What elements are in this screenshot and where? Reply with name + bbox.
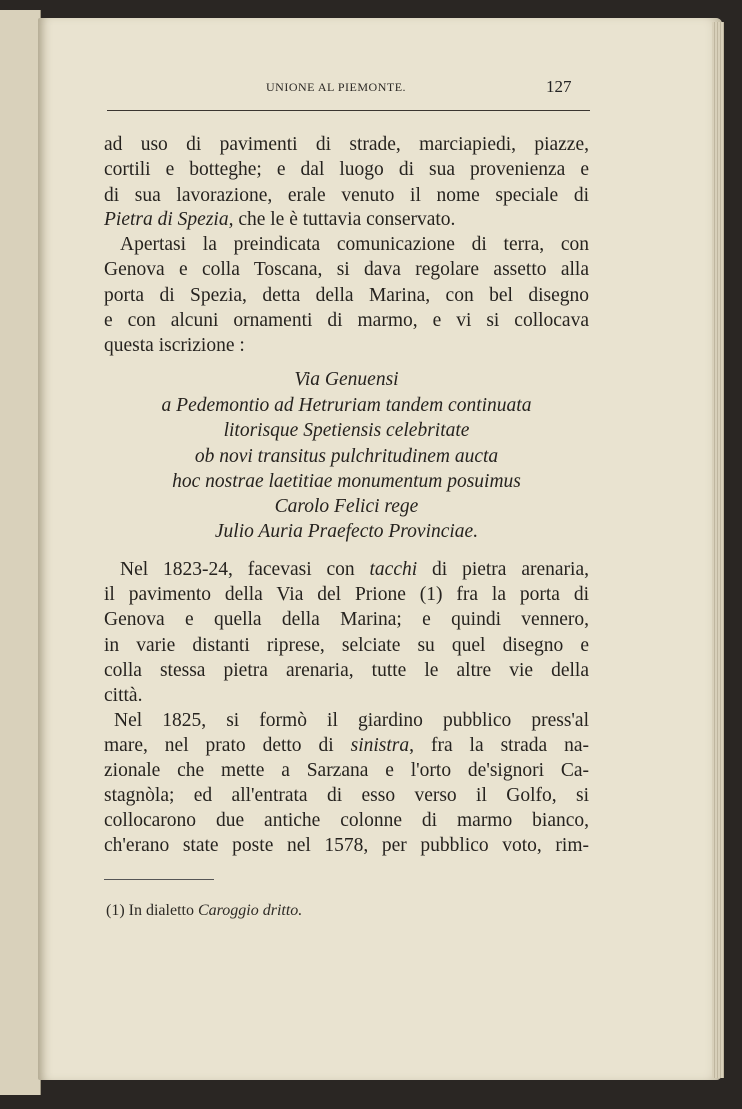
inscription-line: Via Genuensi <box>294 369 399 390</box>
footnote-rule <box>104 879 214 880</box>
text-line: Nel 1825, si formò il giardino pubblico press'al <box>114 710 589 731</box>
text-line: Apertasi la preindicata comunicazione di terra, con <box>120 234 589 255</box>
italic-term: sinistra <box>350 735 410 756</box>
text-line: porta di Spezia, detta della Marina, con bel disegno <box>104 285 589 306</box>
inscription-line: Julio Auria Praefecto Provinciae. <box>214 521 479 542</box>
inscription-line: litorisque Spetiensis celebritate <box>223 420 470 441</box>
text-line: e con alcuni ornamenti di marmo, e vi si collocava <box>104 310 589 331</box>
text-line <box>120 558 589 582</box>
text-span: mare, nel prato detto di <box>104 735 351 756</box>
inscription-line: ob novi transitus pulchritudinem aucta <box>194 446 499 467</box>
inscription-line: a Pedemontio ad Hetruriam tandem continuata <box>161 395 532 416</box>
text-line: cortili e botteghe; e dal luogo di sua provenienza e <box>104 159 589 180</box>
text-line: Genova e colla Toscana, si dava regolare assetto alla <box>104 259 589 280</box>
running-title: UNIONE AL PIEMONTE. <box>266 80 407 94</box>
italic-term: Pietra di Spezia, <box>104 209 234 230</box>
header-rule <box>107 110 590 111</box>
adjacent-page-edge <box>0 10 41 1095</box>
italic-term: tacchi <box>369 559 418 580</box>
text-span: di pietra arenaria, <box>417 559 589 580</box>
footnote <box>106 902 302 920</box>
text-line <box>104 734 589 758</box>
inscription-line: Carolo Felici rege <box>274 496 419 517</box>
text-line: ad uso di pavimenti di strade, marciapiedi, piazze, <box>104 134 589 155</box>
text-line: di sua lavorazione, erale venuto il nome speciale di <box>104 185 589 206</box>
text-span: che le è tuttavia conservato. <box>233 209 456 230</box>
text-span: , fra la strada na- <box>409 735 589 756</box>
text-line <box>104 208 589 232</box>
text-line: il pavimento della Via del Prione (1) fra la porta di <box>104 584 589 605</box>
inscription-line: hoc nostrae laetitiae monumentum posuimus <box>172 471 521 492</box>
text-line: colla stessa pietra arenaria, tutte le altre vie della <box>104 660 589 681</box>
text-line: collocarono due antiche colonne di marmo bianco, <box>104 810 589 831</box>
text-line: città. <box>104 685 143 706</box>
page-number: 127 <box>546 77 572 96</box>
text-line: ch'erano state poste nel 1578, per pubblico voto, rim- <box>104 835 589 856</box>
page-stack-edge <box>712 22 724 1078</box>
text-span: Nel 1823-24, facevasi con <box>120 559 370 580</box>
text-line: zionale che mette a Sarzana e l'orto de'signori Ca- <box>104 760 589 781</box>
text-line: stagnòla; ed all'entrata di esso verso il Golfo, si <box>104 785 589 806</box>
text-line: in varie distanti riprese, selciate su quel disegno e <box>104 635 589 656</box>
text-line: questa iscrizione : <box>104 335 245 356</box>
text-line: Genova e quella della Marina; e quindi vennero, <box>104 609 589 630</box>
footnote-text: (1) In dialetto <box>106 902 198 919</box>
footnote-italic: Caroggio dritto. <box>197 902 303 919</box>
